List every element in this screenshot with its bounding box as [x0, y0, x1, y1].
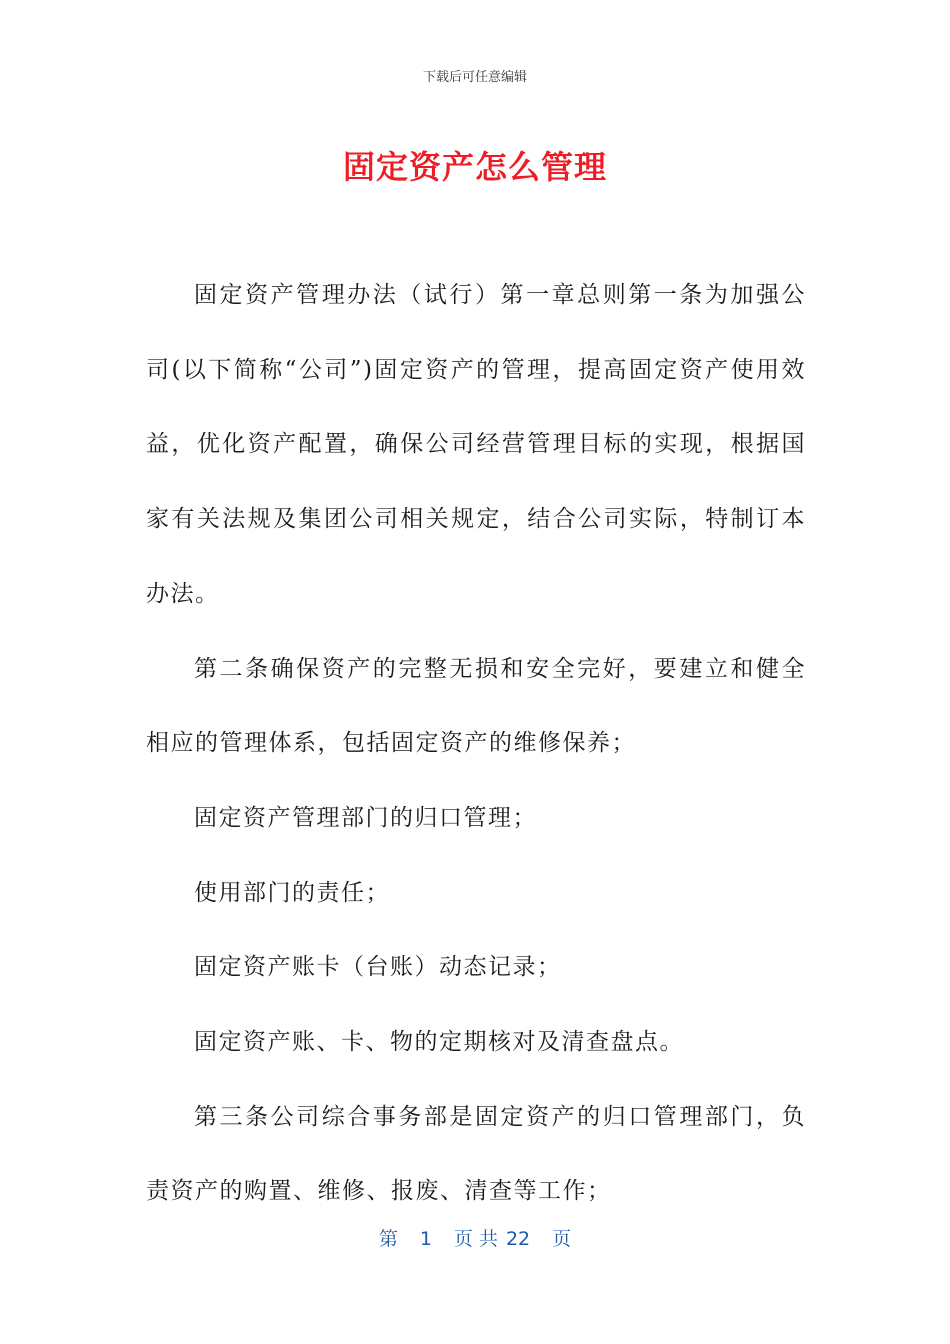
footer-suffix: 页	[552, 1228, 572, 1250]
paragraph: 第三条公司综合事务部是固定资产的归口管理部门，负责资产的购置、维修、报废、清查等工作；	[146, 1103, 806, 1205]
paragraph: 固定资产账、卡、物的定期核对及清查盘点。	[194, 1029, 684, 1056]
paragraph: 固定资产管理部门的归口管理；	[194, 804, 537, 831]
page-footer	[0, 1224, 950, 1251]
document-body	[146, 258, 806, 1229]
paragraph: 固定资产管理办法（试行）第一章总则第一条为加强公司(以下简称“公司”)固定资产的管理，提高固定资产使用效益，优化资产配置，确保公司经营管理目标的实现，根据国家有关法规及集团公司相关规定，结合公司实际，特制订本办法。	[146, 282, 806, 607]
header-note: 下载后可任意编辑	[422, 70, 527, 85]
document-title: 固定资产怎么管理	[342, 148, 607, 186]
paragraph: 使用部门的责任；	[194, 879, 390, 906]
footer-total-pages: 22	[505, 1228, 531, 1250]
footer-middle: 页 共	[453, 1228, 498, 1250]
footer-current-page: 1	[419, 1228, 432, 1250]
paragraph: 固定资产账卡（台账）动态记录；	[194, 954, 562, 981]
footer-prefix: 第	[378, 1228, 398, 1250]
paragraph: 第二条确保资产的完整无损和安全完好，要建立和健全相应的管理体系，包括固定资产的维修保养；	[146, 655, 806, 757]
